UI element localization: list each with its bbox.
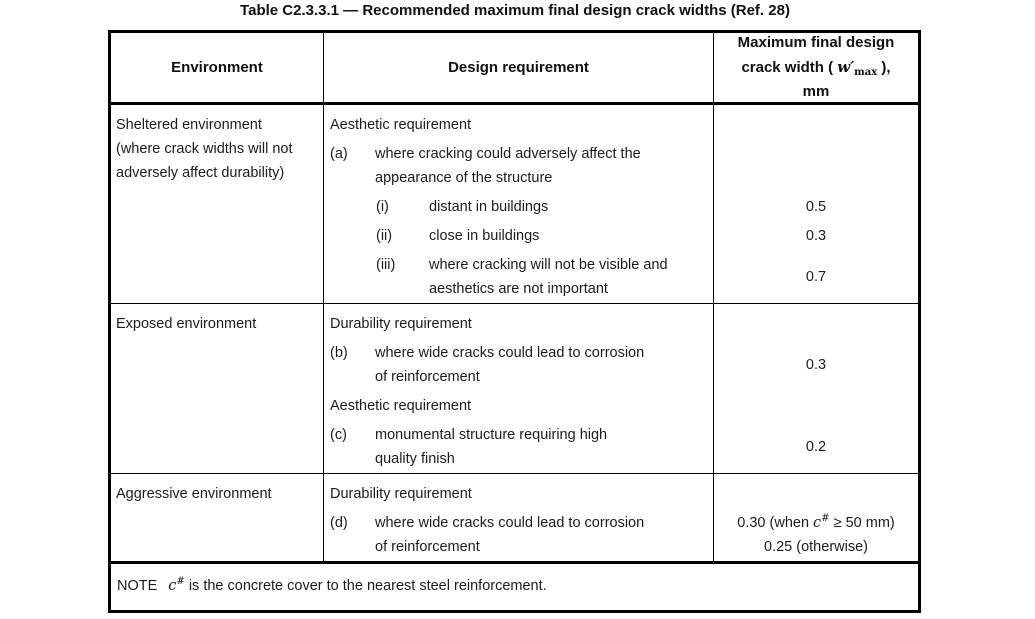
header-line [738, 31, 895, 55]
requirement-item-row [324, 224, 918, 248]
crack-width-value-cell [714, 224, 918, 248]
item-text-line: appearance of the structure [375, 170, 553, 186]
item-label: (iii) [376, 257, 396, 273]
math-variable: c [168, 578, 177, 594]
requirement-heading-row [324, 113, 918, 137]
item-label: (b) [330, 345, 348, 361]
requirement-item-row [324, 341, 918, 389]
crack-width-value-cell [714, 142, 918, 190]
item-text-line: quality finish [375, 451, 455, 467]
requirement-item-row [324, 423, 918, 471]
environment-line: Exposed environment [116, 316, 257, 332]
requirement-item-row [324, 253, 918, 301]
text-segment: Maximum final design [737, 34, 895, 51]
requirement-text-cell [324, 253, 714, 301]
item-text [375, 511, 714, 559]
requirement-heading: Durability requirement [330, 316, 472, 332]
math-subscript: max [854, 67, 878, 78]
crack-width-value-cell [714, 394, 918, 418]
text-segment: crack width ( [741, 59, 838, 76]
crack-width-value [806, 435, 826, 459]
item-text [429, 253, 714, 301]
item-label: (ii) [376, 228, 393, 244]
crack-width-value-cell [714, 423, 918, 471]
crack-width-value [806, 265, 826, 289]
table-row [111, 105, 918, 303]
requirement-item-row [324, 511, 918, 559]
requirement-text-cell [324, 312, 714, 336]
item-text [375, 341, 714, 389]
requirement-text-cell [324, 341, 714, 389]
requirement-text-cell [324, 113, 714, 137]
crack-width-value-cell [714, 511, 918, 559]
requirement-text-cell [324, 423, 714, 471]
text-segment: 0.30 (when [737, 515, 814, 531]
requirement-heading: Aesthetic requirement [330, 398, 472, 414]
requirement-heading-row [324, 312, 918, 336]
requirement-text-cell [324, 394, 714, 418]
text-segment: ≥ 50 mm) [829, 515, 895, 531]
item-text-line: of reinforcement [375, 369, 480, 385]
item-text [429, 195, 714, 219]
environment-line: Aggressive environment [116, 486, 272, 502]
text-segment: 0.2 [805, 439, 827, 455]
note-row [111, 561, 918, 610]
crack-width-value [806, 224, 826, 248]
requirement-item-row [324, 142, 918, 190]
item-text-line: aesthetics are not important [429, 281, 608, 297]
text-segment: 0.3 [805, 357, 827, 373]
requirement-text-cell [324, 224, 714, 248]
text-segment: 0.3 [805, 228, 827, 244]
environment-cell [111, 474, 324, 561]
column-divider [713, 304, 714, 473]
requirements-area [324, 304, 918, 473]
requirement-text-cell [324, 195, 714, 219]
header-environment: Environment [111, 33, 324, 102]
requirements-area [324, 105, 918, 303]
item-text-line: close in buildings [429, 228, 540, 244]
header-line [741, 55, 890, 80]
item-label: (a) [330, 146, 348, 162]
math-variable: c [813, 515, 822, 531]
column-divider [713, 105, 714, 303]
text-segment: 0.25 (otherwise) [764, 539, 868, 555]
crack-width-value-cell [714, 482, 918, 506]
item-text [375, 423, 714, 471]
item-text-line: where cracking will not be visible and [429, 257, 668, 273]
text-segment: is the concrete cover to the nearest steel reinforcement. [184, 578, 547, 594]
crack-width-value-cell [714, 113, 918, 137]
item-text-line: distant in buildings [429, 199, 549, 215]
item-text-line: where wide cracks could lead to corrosion [375, 515, 645, 531]
text-segment: ), [877, 59, 891, 76]
text-segment: mm [802, 83, 830, 100]
item-label: (i) [376, 199, 389, 215]
column-divider [713, 474, 714, 561]
item-text-line: monumental structure requiring high [375, 427, 608, 443]
requirement-heading: Aesthetic requirement [330, 117, 472, 133]
crack-width-value-cell [714, 195, 918, 219]
environment-line: Sheltered environment [116, 117, 262, 133]
item-text-line: where cracking could adversely affect the [375, 146, 641, 162]
item-label: (c) [330, 427, 347, 443]
crack-widths-table [108, 30, 921, 613]
environment-cell [111, 105, 324, 303]
requirement-item-row [324, 195, 918, 219]
item-text-line: of reinforcement [375, 539, 480, 555]
crack-width-value [764, 535, 868, 559]
environment-cell [111, 304, 324, 473]
requirement-text-cell [324, 142, 714, 190]
math-superscript: # [821, 513, 830, 524]
header-max-crack-width [714, 33, 918, 102]
item-text [375, 142, 714, 190]
header-line [803, 80, 830, 104]
environment-line: adversely affect durability) [116, 165, 285, 181]
crack-width-value [806, 195, 826, 219]
item-label: (d) [330, 515, 348, 531]
crack-width-value-cell [714, 341, 918, 389]
table-title: Table C2.3.3.1 — Recommended maximum final design crack widths (Ref. 28) [240, 2, 790, 19]
note-text [168, 574, 546, 598]
text-segment: 0.7 [805, 269, 827, 285]
requirement-heading: Durability requirement [330, 486, 472, 502]
math-variable: w′ [837, 58, 855, 76]
header-design-requirement: Design requirement [324, 33, 714, 102]
environment-line: (where crack widths will not [116, 141, 293, 157]
crack-width-value-cell [714, 312, 918, 336]
table-row [111, 473, 918, 561]
note-label: NOTE [117, 578, 158, 594]
item-text [429, 224, 714, 248]
table-header-row [111, 33, 918, 105]
crack-width-value [737, 511, 894, 535]
crack-width-value-cell [714, 253, 918, 301]
requirement-text-cell [324, 482, 714, 506]
table-row [111, 303, 918, 473]
crack-width-value [806, 353, 826, 377]
requirement-heading-row [324, 482, 918, 506]
requirement-text-cell [324, 511, 714, 559]
requirement-heading-row [324, 394, 918, 418]
text-segment: 0.5 [805, 199, 827, 215]
item-text-line: where wide cracks could lead to corrosion [375, 345, 645, 361]
math-superscript: # [176, 576, 185, 587]
requirements-area [324, 474, 918, 561]
